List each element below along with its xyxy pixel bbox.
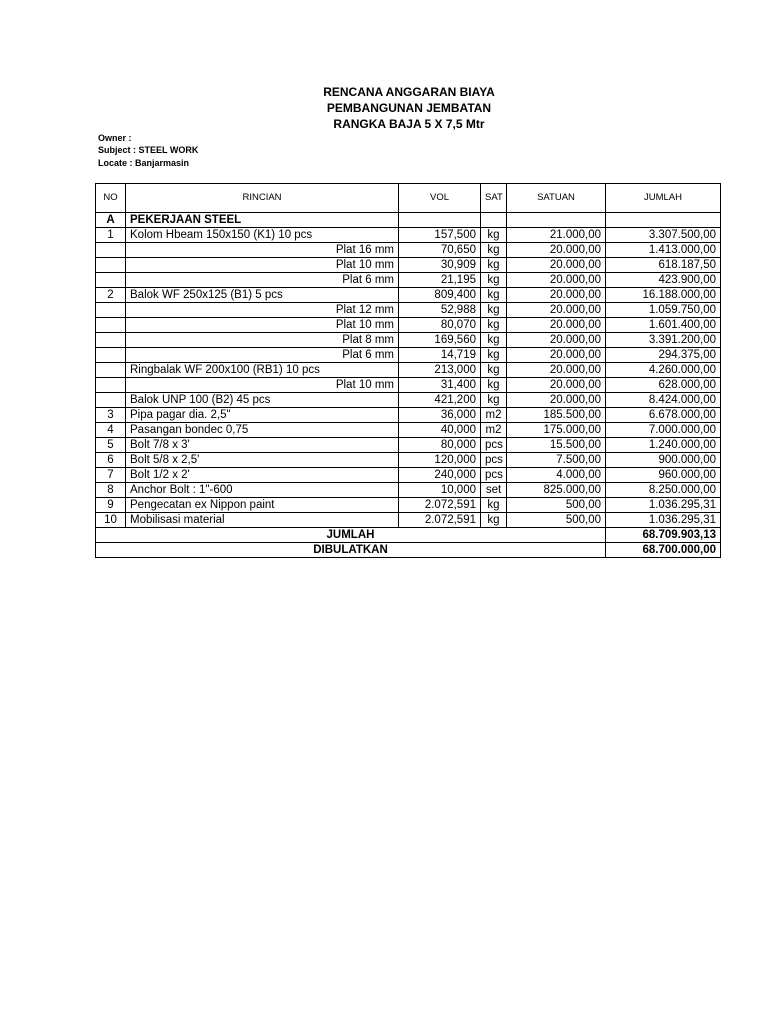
row-sat: pcs (481, 468, 507, 483)
document-title-line1: RENCANA ANGGARAN BIAYA (323, 85, 495, 99)
row-satuan: 20.000,00 (507, 303, 606, 318)
table-row (96, 348, 721, 363)
document-title-line2: PEMBANGUNAN JEMBATAN (326, 101, 492, 115)
row-sub-item: Plat 10 mm (126, 258, 399, 273)
table-row (96, 273, 721, 288)
table-row (96, 303, 721, 318)
row-description: Kolom Hbeam 150x150 (K1) 10 pcs (126, 228, 399, 243)
row-jumlah: 16.188.000,00 (606, 288, 721, 303)
col-no: NO (96, 184, 126, 213)
meta-locate: Locate : Banjarmasin (98, 158, 190, 168)
row-no (96, 303, 126, 318)
row-sat: kg (481, 513, 507, 528)
row-satuan: 15.500,00 (507, 438, 606, 453)
row-jumlah: 7.000.000,00 (606, 423, 721, 438)
row-jumlah: 3.391.200,00 (606, 333, 721, 348)
row-no: 8 (96, 483, 126, 498)
row-satuan: 825.000,00 (507, 483, 606, 498)
row-description: Pipa pagar dia. 2,5" (126, 408, 399, 423)
row-no: 6 (96, 453, 126, 468)
row-satuan: 20.000,00 (507, 333, 606, 348)
row-jumlah: 1.240.000,00 (606, 438, 721, 453)
row-sub-item: Plat 12 mm (126, 303, 399, 318)
row-sat: kg (481, 333, 507, 348)
table-row (96, 363, 721, 378)
row-sat: kg (481, 498, 507, 513)
row-no (96, 243, 126, 258)
row-no (96, 348, 126, 363)
row-no: 5 (96, 438, 126, 453)
row-sat: kg (481, 393, 507, 408)
row-satuan: 500,00 (507, 498, 606, 513)
row-no: 3 (96, 408, 126, 423)
row-jumlah: 1.036.295,31 (606, 498, 721, 513)
section-no: A (96, 213, 126, 228)
row-no (96, 258, 126, 273)
rounded-value: 68.700.000,00 (606, 543, 721, 558)
row-satuan: 21.000,00 (507, 228, 606, 243)
row-no: 4 (96, 423, 126, 438)
row-no (96, 333, 126, 348)
row-vol: 80,000 (399, 438, 481, 453)
row-vol: 421,200 (399, 393, 481, 408)
row-sat: kg (481, 228, 507, 243)
row-sat: m2 (481, 408, 507, 423)
table-row (96, 288, 721, 303)
row-vol: 80,070 (399, 318, 481, 333)
table-row (96, 333, 721, 348)
col-sat: SAT (481, 184, 507, 213)
row-no (96, 363, 126, 378)
table-row (96, 258, 721, 273)
row-jumlah: 900.000,00 (606, 453, 721, 468)
row-jumlah: 1.413.000,00 (606, 243, 721, 258)
table-row (96, 468, 721, 483)
row-satuan: 7.500,00 (507, 453, 606, 468)
section-empty-vol (399, 213, 481, 228)
row-description: Balok UNP 100 (B2) 45 pcs (126, 393, 399, 408)
table-row (96, 423, 721, 438)
section-label: PEKERJAAN STEEL (126, 213, 399, 228)
row-no: 2 (96, 288, 126, 303)
row-no (96, 378, 126, 393)
row-no (96, 273, 126, 288)
row-vol: 14,719 (399, 348, 481, 363)
row-sat: kg (481, 303, 507, 318)
row-sub-item: Plat 10 mm (126, 378, 399, 393)
table-row (96, 438, 721, 453)
row-sub-item: Plat 6 mm (126, 273, 399, 288)
section-empty-jumlah (606, 213, 721, 228)
row-no: 1 (96, 228, 126, 243)
table-row (96, 228, 721, 243)
row-satuan: 20.000,00 (507, 258, 606, 273)
row-sat: kg (481, 258, 507, 273)
row-satuan: 4.000,00 (507, 468, 606, 483)
row-no: 7 (96, 468, 126, 483)
budget-table (95, 183, 721, 558)
table-row (96, 243, 721, 258)
table-row (96, 453, 721, 468)
table-header-row (96, 184, 721, 213)
row-satuan: 20.000,00 (507, 318, 606, 333)
row-jumlah: 6.678.000,00 (606, 408, 721, 423)
row-sat: m2 (481, 423, 507, 438)
row-sat: pcs (481, 438, 507, 453)
total-value: 68.709.903,13 (606, 528, 721, 543)
document-title-line3: RANGKA BAJA 5 X 7,5 Mtr (333, 117, 485, 131)
table-row (96, 318, 721, 333)
table-row (96, 498, 721, 513)
total-row (96, 528, 721, 543)
row-sub-item: Plat 16 mm (126, 243, 399, 258)
row-jumlah: 8.424.000,00 (606, 393, 721, 408)
meta-owner: Owner : (98, 133, 132, 143)
row-description: Mobilisasi material (126, 513, 399, 528)
row-sat: kg (481, 363, 507, 378)
row-vol: 2.072,591 (399, 513, 481, 528)
row-vol: 40,000 (399, 423, 481, 438)
row-description: Balok WF 250x125 (B1) 5 pcs (126, 288, 399, 303)
row-satuan: 175.000,00 (507, 423, 606, 438)
row-jumlah: 1.036.295,31 (606, 513, 721, 528)
row-jumlah: 960.000,00 (606, 468, 721, 483)
row-satuan: 20.000,00 (507, 288, 606, 303)
row-vol: 120,000 (399, 453, 481, 468)
meta-subject: Subject : STEEL WORK (98, 145, 199, 155)
row-jumlah: 3.307.500,00 (606, 228, 721, 243)
row-vol: 36,000 (399, 408, 481, 423)
row-vol: 169,560 (399, 333, 481, 348)
section-empty-satuan (507, 213, 606, 228)
row-jumlah: 1.059.750,00 (606, 303, 721, 318)
row-description: Bolt 5/8 x 2,5' (126, 453, 399, 468)
row-vol: 213,000 (399, 363, 481, 378)
row-satuan: 20.000,00 (507, 273, 606, 288)
row-description: Pasangan bondec 0,75 (126, 423, 399, 438)
row-sub-item: Plat 10 mm (126, 318, 399, 333)
row-satuan: 185.500,00 (507, 408, 606, 423)
row-sub-item: Plat 8 mm (126, 333, 399, 348)
row-vol: 21,195 (399, 273, 481, 288)
row-description: Pengecatan ex Nippon paint (126, 498, 399, 513)
row-no (96, 318, 126, 333)
row-sat: pcs (481, 453, 507, 468)
row-description: Ringbalak WF 200x100 (RB1) 10 pcs (126, 363, 399, 378)
col-jumlah: JUMLAH (606, 184, 721, 213)
rounded-label: DIBULATKAN (96, 543, 606, 558)
table-row (96, 513, 721, 528)
row-jumlah: 8.250.000,00 (606, 483, 721, 498)
row-jumlah: 618.187,50 (606, 258, 721, 273)
row-sat: kg (481, 378, 507, 393)
row-description: Anchor Bolt : 1"-600 (126, 483, 399, 498)
row-satuan: 20.000,00 (507, 378, 606, 393)
section-empty-sat (481, 213, 507, 228)
row-satuan: 20.000,00 (507, 393, 606, 408)
row-no: 9 (96, 498, 126, 513)
row-sub-item: Plat 6 mm (126, 348, 399, 363)
table-row (96, 393, 721, 408)
row-vol: 52,988 (399, 303, 481, 318)
row-vol: 30,909 (399, 258, 481, 273)
table-row (96, 378, 721, 393)
row-vol: 10,000 (399, 483, 481, 498)
row-satuan: 20.000,00 (507, 348, 606, 363)
rounded-row (96, 543, 721, 558)
section-row (96, 213, 721, 228)
row-no: 10 (96, 513, 126, 528)
row-jumlah: 1.601.400,00 (606, 318, 721, 333)
total-label: JUMLAH (96, 528, 606, 543)
row-satuan: 500,00 (507, 513, 606, 528)
row-jumlah: 4.260.000,00 (606, 363, 721, 378)
row-vol: 2.072,591 (399, 498, 481, 513)
row-vol: 157,500 (399, 228, 481, 243)
row-sat: kg (481, 288, 507, 303)
row-jumlah: 423.900,00 (606, 273, 721, 288)
row-jumlah: 628.000,00 (606, 378, 721, 393)
row-sat: kg (481, 273, 507, 288)
row-vol: 31,400 (399, 378, 481, 393)
row-sat: set (481, 483, 507, 498)
row-vol: 240,000 (399, 468, 481, 483)
row-description: Bolt 1/2 x 2' (126, 468, 399, 483)
row-jumlah: 294.375,00 (606, 348, 721, 363)
row-no (96, 393, 126, 408)
col-rincian: RINCIAN (126, 184, 399, 213)
col-satuan: SATUAN (507, 184, 606, 213)
row-sat: kg (481, 243, 507, 258)
table-row (96, 408, 721, 423)
col-vol: VOL (399, 184, 481, 213)
row-vol: 809,400 (399, 288, 481, 303)
row-description: Bolt 7/8 x 3' (126, 438, 399, 453)
row-vol: 70,650 (399, 243, 481, 258)
row-sat: kg (481, 348, 507, 363)
row-satuan: 20.000,00 (507, 363, 606, 378)
row-sat: kg (481, 318, 507, 333)
row-satuan: 20.000,00 (507, 243, 606, 258)
table-row (96, 483, 721, 498)
